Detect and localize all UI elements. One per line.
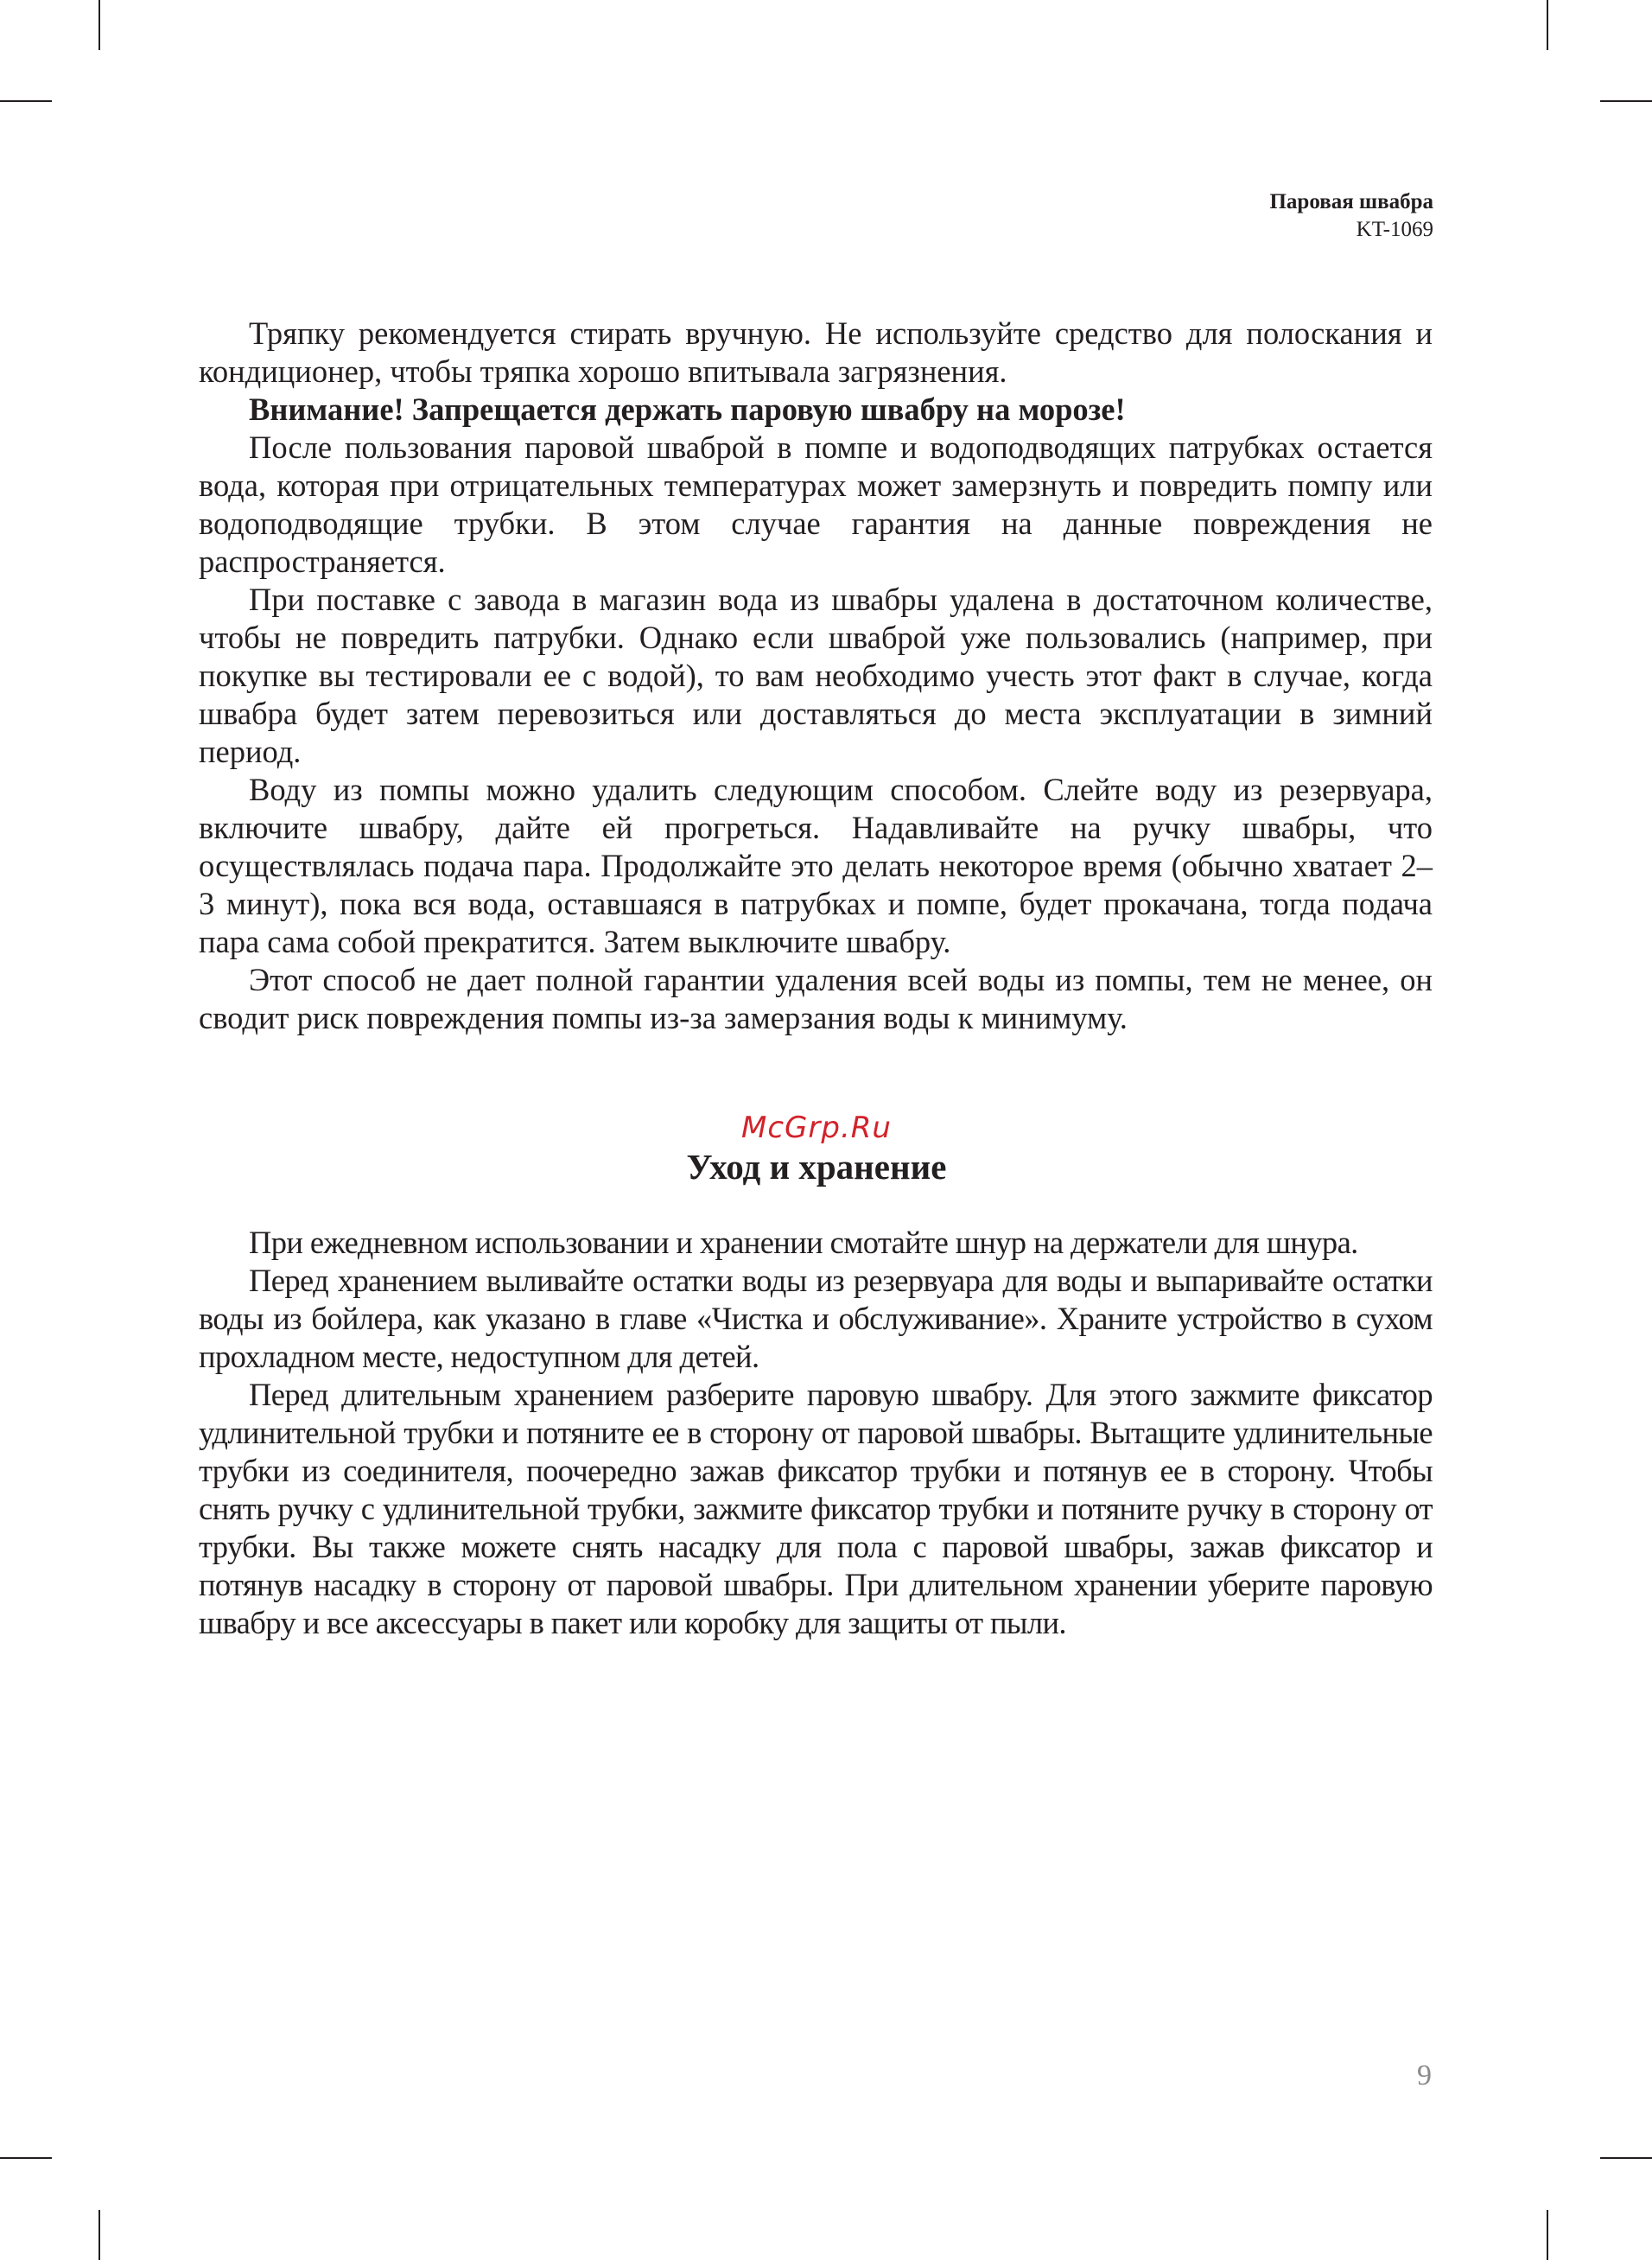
crop-mark bbox=[98, 0, 100, 50]
page-number: 9 bbox=[1417, 2059, 1432, 2091]
section-body bbox=[199, 1224, 1433, 1642]
paragraph: Перед хранением выливайте остатки воды из резервуара для воды и выпаривайте остатки воды из бойлера, как указано в главе «Чистка и обслуживание». Храните устройство в сухом прохладном месте, недоступном для детей. bbox=[199, 1263, 1433, 1374]
header-model: KT-1069 bbox=[1356, 218, 1433, 241]
warning-paragraph: Внимание! Запрещается держать паровую швабру на морозе! bbox=[249, 392, 1126, 427]
crop-mark bbox=[1600, 100, 1652, 102]
watermark: McGrp.Ru bbox=[741, 1111, 892, 1145]
paragraph: Тряпку рекомендуется стирать вручную. Не используйте средство для полоскания и кондиционер, чтобы тряпка хорошо впитывала загрязнения. bbox=[199, 315, 1433, 389]
paragraph: Воду из помпы можно удалить следующим способом. Слейте воду из резервуара, включите швабру, дайте ей прогреться. Надавливайте на ручку швабры, что осуществлялась подача пара. Продолжайте это делать некоторое время (обычно хватает 2–3 минут), пока вся вода, оставшаяся в патрубках и помпе, будет прокачана, тогда подача пара сама собой прекратится. Затем выключите швабру. bbox=[199, 772, 1433, 959]
crop-mark bbox=[98, 2210, 100, 2260]
crop-mark bbox=[0, 100, 52, 102]
paragraph: Перед длительным хранением разберите паровую швабру. Для этого зажмите фиксатор удлинительной трубки и потяните ее в сторону от паровой швабры. Вытащите удлинительные трубки из соединителя, поочередно зажав фиксатор трубки и потянув ее в сторону. Чтобы снять ручку с удлинительной трубки, зажмите фиксатор трубки и потяните ручку в сторону от трубки. Вы также можете снять насадку для пола с паровой швабры, зажав фиксатор и потянув насадку в сторону от паровой швабры. При длительном хранении уберите паровую швабру и все аксессуары в пакет или коробку для защиты от пыли. bbox=[199, 1377, 1433, 1640]
paragraph: При поставке с завода в магазин вода из швабры удалена в достаточном количестве, чтобы не повредить патрубки. Однако если шваброй уже пользовались (например, при покупке вы тестировали ее с водой), то вам необходимо учесть этот факт в случае, когда швабра будет затем перевозиться или доставляться до места эксплуатации в зимний период. bbox=[199, 582, 1433, 769]
paragraph: При ежедневном использовании и хранении смотайте шнур на держатели для шнура. bbox=[249, 1225, 1358, 1260]
crop-mark bbox=[0, 2157, 52, 2159]
section-title: Уход и хранение bbox=[686, 1147, 947, 1187]
header-product: Паровая швабра bbox=[1269, 190, 1433, 213]
crop-mark bbox=[1547, 2210, 1548, 2260]
crop-mark bbox=[1547, 0, 1548, 50]
paragraph: Этот способ не дает полной гарантии удаления всей воды из помпы, тем не менее, он сводит риск повреждения помпы из-за замерзания воды к минимуму. bbox=[199, 962, 1433, 1035]
paragraph: После пользования паровой шваброй в помпе и водоподводящих патрубках остается вода, которая при отрицательных температурах может замерзнуть и повредить помпу или водоподводящие трубки. В этом случае гарантия на данные повреждения не распространяется. bbox=[199, 430, 1433, 579]
body-text bbox=[199, 315, 1433, 1037]
crop-mark bbox=[1600, 2157, 1652, 2159]
running-header bbox=[1269, 188, 1433, 244]
